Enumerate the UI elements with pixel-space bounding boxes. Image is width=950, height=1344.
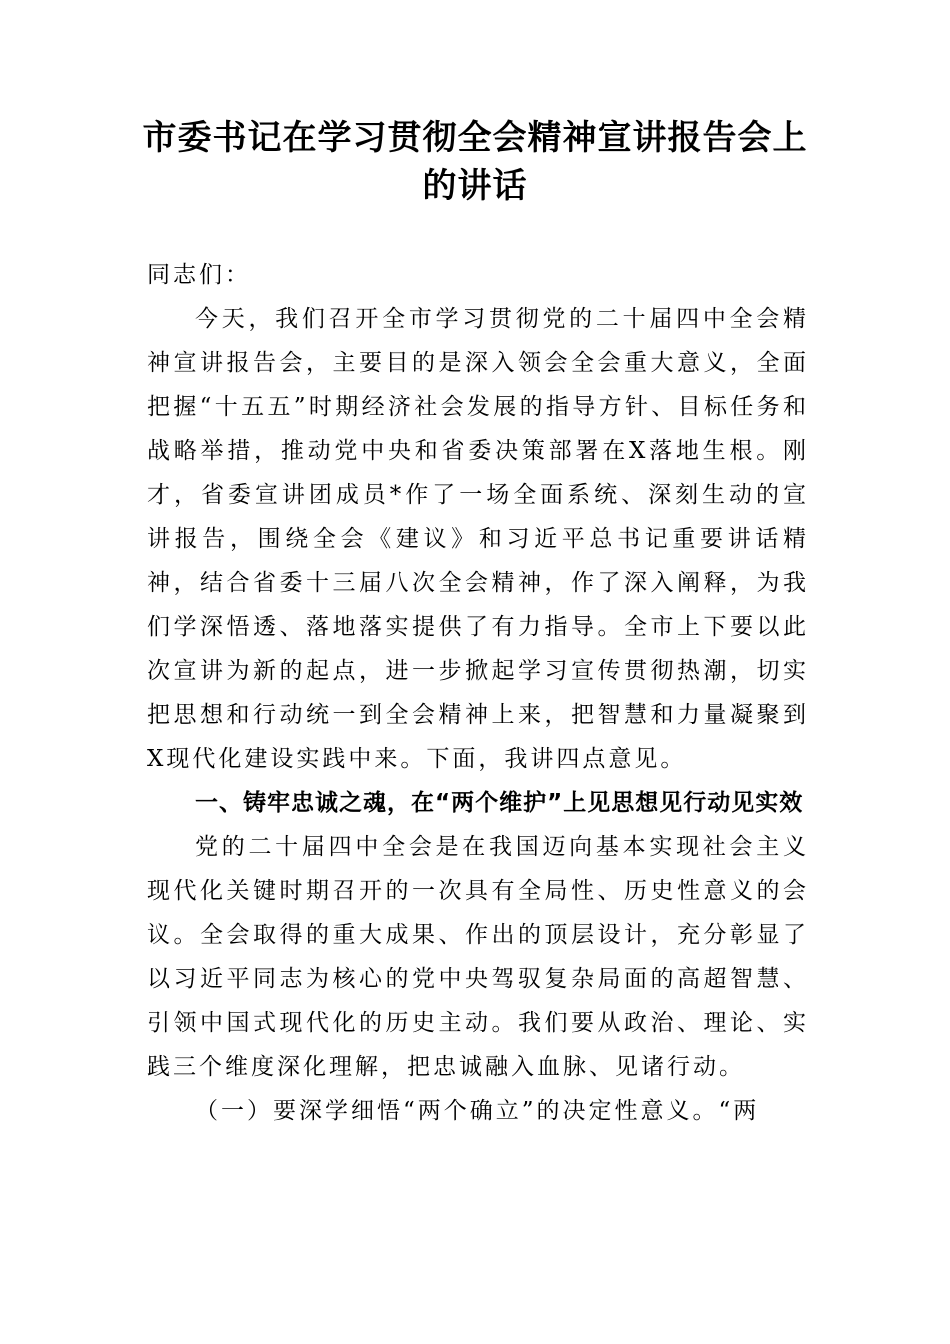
- subsection-1-text: （一）要深学细悟“两个确立”的决定性意义。“两: [195, 1098, 760, 1124]
- opening-paragraph: 今天，我们召开全市学习贯彻党的二十届四中全会精神宣讲报告会，主要目的是深入领会全会重大意义，全面把握“十五五”时期经济社会发展的指导方针、目标任务和战略举措，推动党中央和省委决策部署在X落地生根。刚才，省委宣讲团成员*作了一场全面系统、深刻生动的宣讲报告，围绕全会《建议》和习近平总书记重要讲话精神，结合省委十三届八次全会精神，作了深入阐释，为我们学深悟透、落地落实提供了有力指导。全市上下要以此次宣讲为新的起点，进一步掀起学习宣传贯彻热潮，切实把思想和行动统一到全会精神上来，把智慧和力量凝聚到X现代化建设实践中来。下面，我讲四点意见。: [147, 306, 809, 772]
- salutation: 同志们：: [147, 262, 251, 288]
- document-body: [147, 253, 809, 1133]
- document-title: 市委书记在学习贯彻全会精神宣讲报告会上的讲话: [142, 118, 808, 206]
- section-heading-1: 一、铸牢忠诚之魂，在“两个维护”上见思想见行动见实效: [195, 790, 804, 816]
- section-1-paragraph: 党的二十届四中全会是在我国迈向基本实现社会主义现代化关键时期召开的一次具有全局性、历史性意义的会议。全会取得的重大成果、作出的顶层设计，充分彰显了以习近平同志为核心的党中央驾驭复杂局面的高超智慧、引领中国式现代化的历史主动。我们要从政治、理论、实践三个维度深化理解，把忠诚融入血脉、见诸行动。: [147, 834, 809, 1080]
